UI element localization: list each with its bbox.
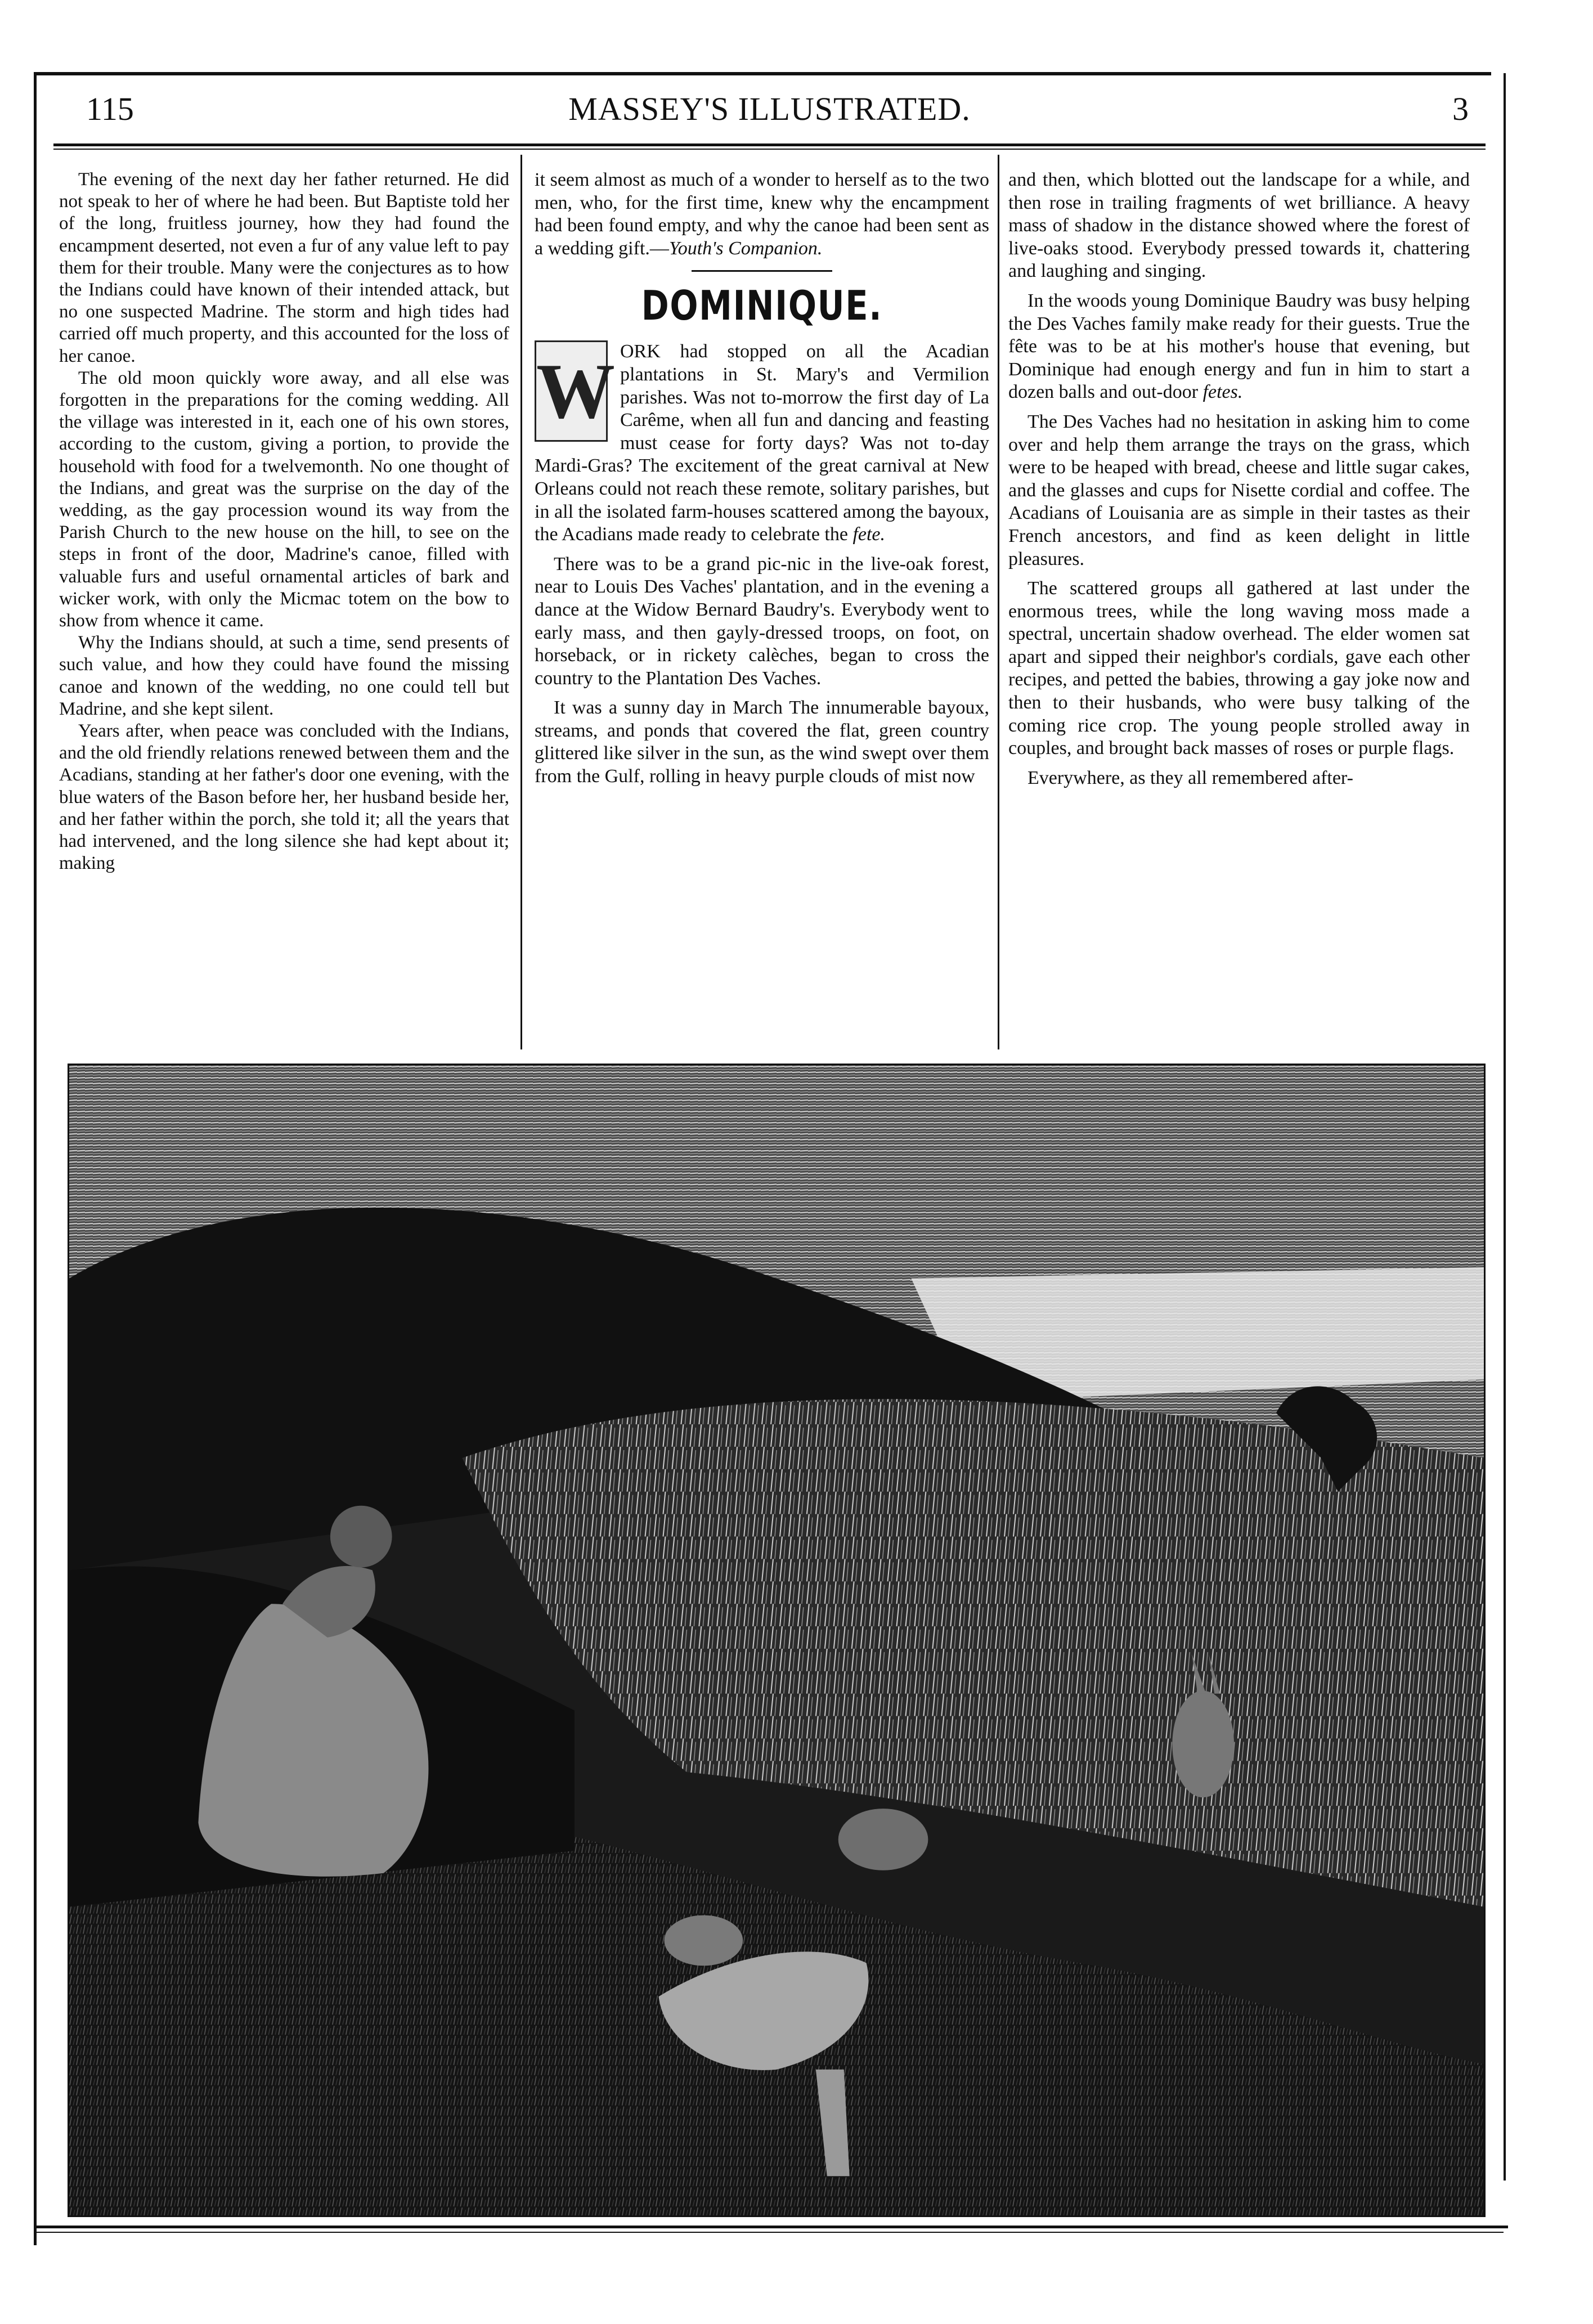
story-headline: DOMINIQUE. (641, 282, 883, 330)
paragraph: Years after, when peace was concluded with the Indians, and the old friendly relations renewed between them and the Acadians, standing at her father's door one evening, with the blue waters of the Bason before her, her husband beside her, and her father within the porch, she told it; all the years that had intervened, and the long silence she had kept about it; making (59, 721, 509, 874)
paragraph: It was a sunny day in March The innumerable bayoux, streams, and ponds that covered the flat, green country glittered like silver in the sun, as the wind swept over them from the Gulf, rolling in heavy purple clouds of mist now (535, 697, 989, 787)
lead-italic: fete. (852, 524, 886, 545)
continuation-text: it seem almost as much of a wonder to herself as to the two men, who, for the first time, knew why the encampment had been found empty, and why the canoe had been sent as a wedding gift.— (535, 169, 989, 259)
page-number-right: 3 (1452, 91, 1469, 127)
paragraph: Why the Indians should, at such a time, send presents of such value, and how they could have found the missing canoe and known of the wedding, no one could tell but Madrine, and she kept silent. (59, 632, 509, 719)
landscape-engraving (69, 1065, 1484, 2215)
page-top-border (34, 72, 1491, 75)
paragraph: The scattered groups all gathered at last under the enormous trees, while the long waving moss made a spectral, uncertain shadow overhead. The elder women sat apart and sipped their neighbor's cordials, gave each other recipes, and petted the babies, throwing a gay joke now and then to their husbands, who were busy talking of the coming rice crop. The young people strolled away in couples, and brought back masses of roses or purple flags. (1008, 578, 1470, 759)
page-number-left: 115 (86, 91, 134, 127)
paragraph-text: In the woods young Dominique Baudry was busy helping the Des Vaches family make ready for their guests. True the fête was to be at his mother's house that evening, but Dominique had enough energy and fun in him to start a dozen balls and out-door (1008, 290, 1470, 403)
lead-text: ORK had stopped on all the Acadian plantations in St. Mary's and Vermilion parishes. Was not to-morrow the first day of La Carême, when all fun and dancing and feasting must cease for forty days? Was not to-day Mardi-Gras? The excitement of the great carnival at New Orleans could not reach these remote, solitary parishes, but in all the isolated farm-houses scattered among the bayoux, the Acadians made ready to celebrate the (535, 341, 989, 545)
header-rule (53, 143, 1486, 146)
engraving-illustration (68, 1064, 1486, 2217)
page-right-border (1504, 73, 1506, 2181)
basket (838, 1809, 928, 1870)
article-column-3 (1008, 169, 1470, 789)
source-credit: Youth's Companion. (668, 237, 823, 259)
column-divider-2 (998, 155, 999, 1049)
article-column-2 (535, 169, 989, 788)
paragraph: and then, which blotted out the landscape for a while, and then rose in trailing fragments of wet brilliance. A heavy mass of shadow in the distance showed where the forest of live-oaks stood. Everybody pressed towards it, chattering and laughing and singing. (1008, 169, 1470, 282)
page-bottom-border (34, 2226, 1508, 2228)
paragraph (1008, 290, 1470, 404)
paragraph: There was to be a grand pic-nic in the live-oak forest, near to Louis Des Vaches' plantation, and in the evening a dance at the Widow Bernard Baudry's. Everybody went to early mass, and then gayly-dressed troops, on foot, on horseback, or in rickety calèches, began to cross the country to the Plantation Des Vaches. (535, 553, 989, 689)
paragraph-italic: fetes. (1202, 382, 1243, 403)
column-divider-1 (520, 155, 522, 1049)
paragraph: The Des Vaches had no hesitation in asking him to come over and help them arrange the trays on the grass, which were to be heaped with bread, cheese and little sugar cakes, and the glasses and cups for Nisette cordial and coffee. The Acadians of Louisania are as simple in their tastes as their French ancestors, and find as keen delight in little pleasures. (1008, 411, 1470, 569)
paragraph: Everywhere, as they all remembered after- (1027, 767, 1353, 788)
paragraph: The old moon quickly wore away, and all else was forgotten in the preparations for the coming wedding. All the village was interested in it, each one of his own stores, according to the custom, giving a portion, to provide the household with food for a twelvemonth. No one thought of the Indians, and great was the surprise on the day of the wedding, as the gay procession wound its way from the Parish Church to the new house on the hill, to see on the steps in front of the door, Madrine's canoe, filled with valuable furs and useful ornamental articles of bark and wicker work, with only the Micmac totem on the bow to show from whence it came. (59, 367, 509, 631)
page-bottom-border-thin (35, 2232, 1504, 2233)
page-left-border (34, 73, 37, 2245)
story-conclusion (535, 169, 989, 260)
page-header (53, 90, 1486, 135)
drop-cap-letter: W (536, 348, 615, 436)
section-rule (692, 270, 832, 272)
paragraph: The evening of the next day her father returned. He did not speak to her of where he had been. But Baptiste told her of the long, fruitless journey, how they had found the encampment deserted, not even a fur of any value left to pay them for their trouble. Many were the conjectures as to how the Indians could have known of their intended attack, but no one suspected Madrine. The storm and high tides had carried off much property, and this accounted for the loss of her canoe. (59, 169, 509, 366)
drop-cap-ornament (535, 340, 615, 442)
article-column-1 (59, 169, 509, 875)
masthead-title: MASSEY'S ILLUSTRATED. (568, 91, 971, 127)
lead-paragraph (535, 340, 989, 546)
header-rule-thin (53, 149, 1486, 150)
